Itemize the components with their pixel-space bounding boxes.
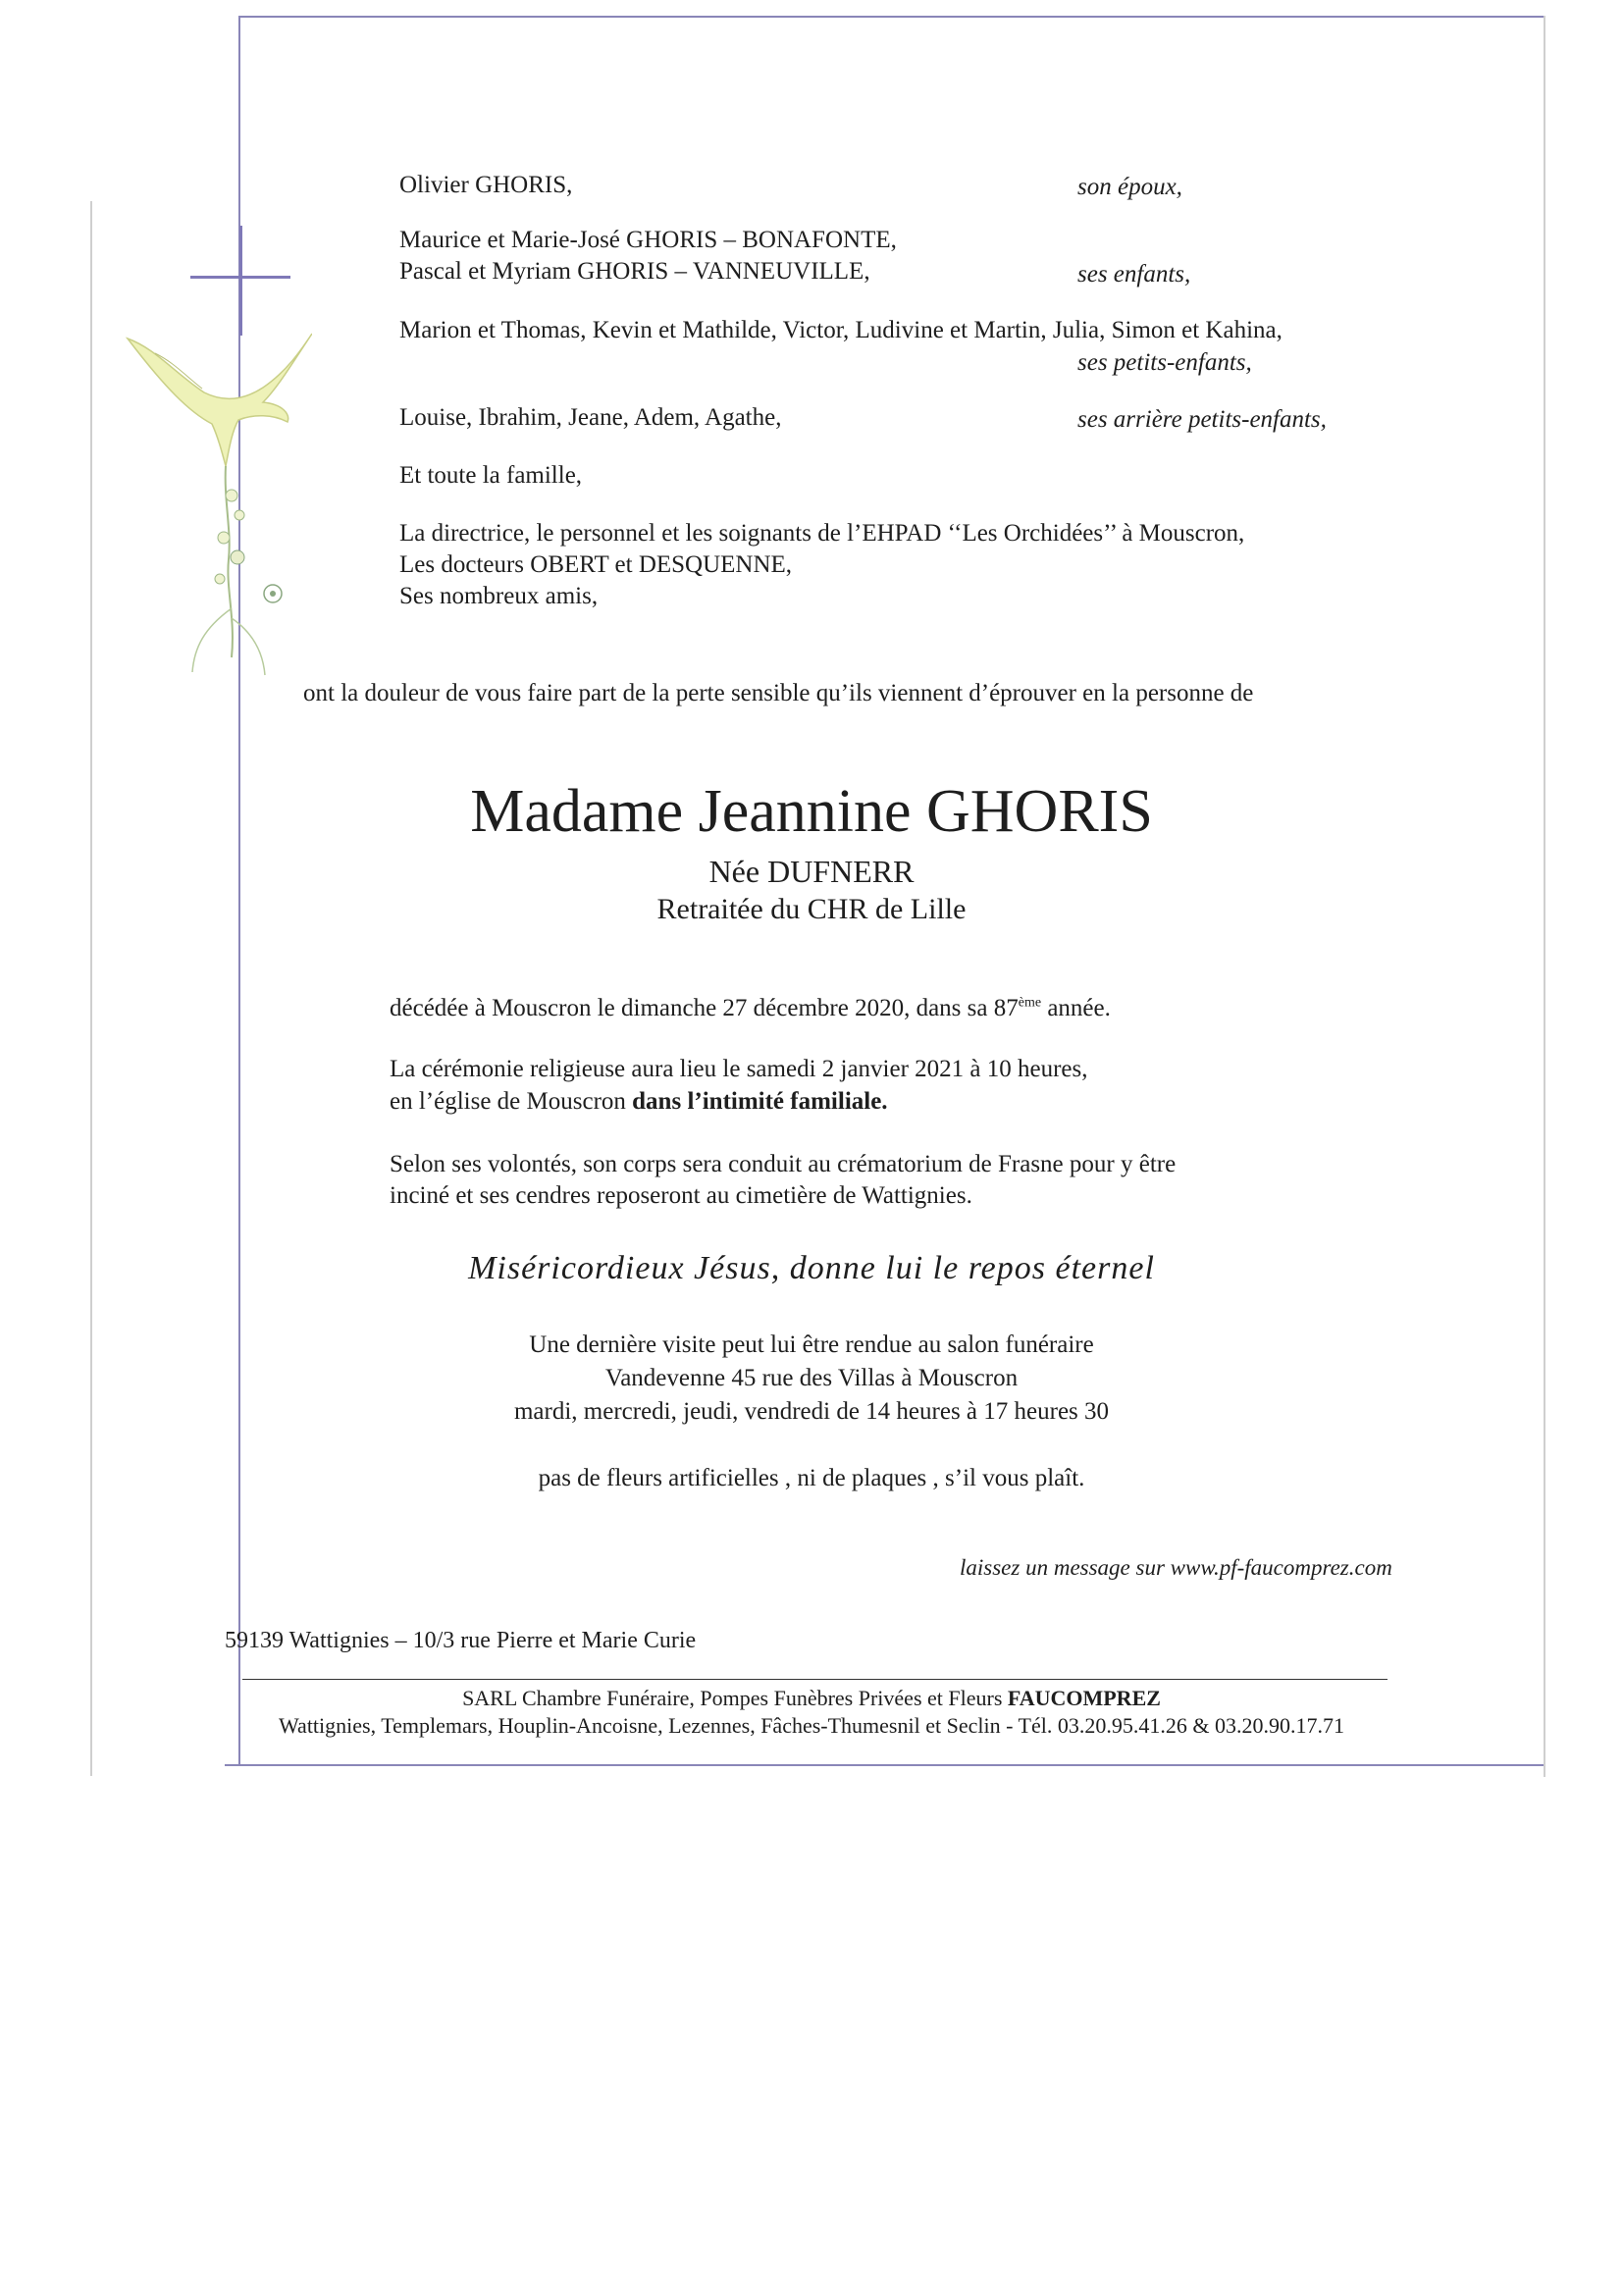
footer-company: SARL Chambre Funéraire, Pompes Funèbres Privées et Fleurs: [462, 1686, 1008, 1710]
announcement-line: ont la douleur de vous faire part de la perte sensible qu’ils viennent d’éprouver en la personne de: [303, 680, 1254, 706]
ceremony-line-1: La cérémonie religieuse aura lieu le samedi 2 janvier 2021 à 10 heures,: [390, 1056, 1088, 1082]
dove-flowers-icon: [116, 294, 312, 687]
death-text: décédée à Mouscron le dimanche 27 décembre 2020, dans sa 87: [390, 995, 1019, 1021]
ceremony-text: en l’église de Mouscron: [390, 1088, 633, 1115]
prayer-line: Miséricordieux Jésus, donne lui le repos éternel: [468, 1250, 1155, 1286]
friends-line: Ses nombreux amis,: [399, 583, 599, 609]
deceased-name: Madame Jeannine GHORIS: [470, 778, 1153, 845]
footer-rule: [242, 1679, 1387, 1680]
visit-line-3: mardi, mercredi, jeudi, vendredi de 14 heures à 17 heures 30: [513, 1398, 1110, 1425]
frame-top-line: [238, 16, 1544, 18]
role-grandchildren: ses petits-enfants,: [1077, 349, 1252, 376]
whole-family-line: Et toute la famille,: [399, 462, 583, 489]
death-line: [390, 996, 1111, 1020]
role-children: ses enfants,: [1077, 261, 1191, 287]
family-olivier: Olivier GHORIS,: [399, 172, 573, 198]
wishes-line-2: inciné et ses cendres reposeront au cimetière de Wattignies.: [390, 1182, 972, 1209]
message-link[interactable]: laissez un message sur www.pf-faucomprez.com: [960, 1555, 1392, 1580]
great-grandchildren-line: Louise, Ibrahim, Jeane, Adem, Agathe,: [399, 404, 782, 431]
ehpad-line: La directrice, le personnel et les soignants de l’EHPAD ‘‘Les Orchidées’’ à Mouscron,: [399, 520, 1245, 547]
footer-line-1: [0, 1686, 1623, 1711]
death-superscript: ème: [1018, 995, 1042, 1011]
frame-bottom-line: [225, 1764, 1544, 1766]
address-line: 59139 Wattignies – 10/3 rue Pierre et Marie Curie: [225, 1628, 697, 1653]
role-spouse: son époux,: [1077, 174, 1182, 200]
maiden-name: Née DUFNERR: [708, 854, 915, 889]
visit-line-2: Vandevenne 45 rue des Villas à Mouscron: [604, 1365, 1019, 1391]
grandchildren-line: Marion et Thomas, Kevin et Mathilde, Victor, Ludivine et Martin, Julia, Simon et Kahina,: [399, 317, 1283, 343]
footer-line-2: Wattignies, Templemars, Houplin-Ancoisne, Lezennes, Fâches-Thumesnil et Seclin - Tél. 03.20.95.41.26 & 03.20.90.17.71: [279, 1713, 1344, 1738]
children-line-2: Pascal et Myriam GHORIS – VANNEUVILLE,: [399, 258, 870, 285]
ceremony-private: dans l’intimité familiale.: [632, 1088, 888, 1115]
footer-brand: FAUCOMPREZ: [1007, 1686, 1161, 1710]
cross-icon-bar: [190, 276, 290, 279]
occupation: Retraitée du CHR de Lille: [656, 893, 967, 925]
ceremony-line-2: [390, 1089, 888, 1114]
children-line-1: Maurice et Marie-José GHORIS – BONAFONTE,: [399, 227, 897, 253]
wishes-line-1: Selon ses volontés, son corps sera conduit au crématorium de Frasne pour y être: [390, 1151, 1177, 1177]
scan-edge-left: [90, 201, 92, 1776]
role-great-grandchildren: ses arrière petits-enfants,: [1077, 406, 1327, 433]
death-text-end: année.: [1041, 995, 1111, 1021]
doctors-line: Les docteurs OBERT et DESQUENNE,: [399, 551, 793, 578]
visit-line-1: Une dernière visite peut lui être rendue au salon funéraire: [529, 1331, 1094, 1358]
flowers-line: pas de fleurs artificielles , ni de plaques , s’il vous plaît.: [538, 1465, 1085, 1491]
